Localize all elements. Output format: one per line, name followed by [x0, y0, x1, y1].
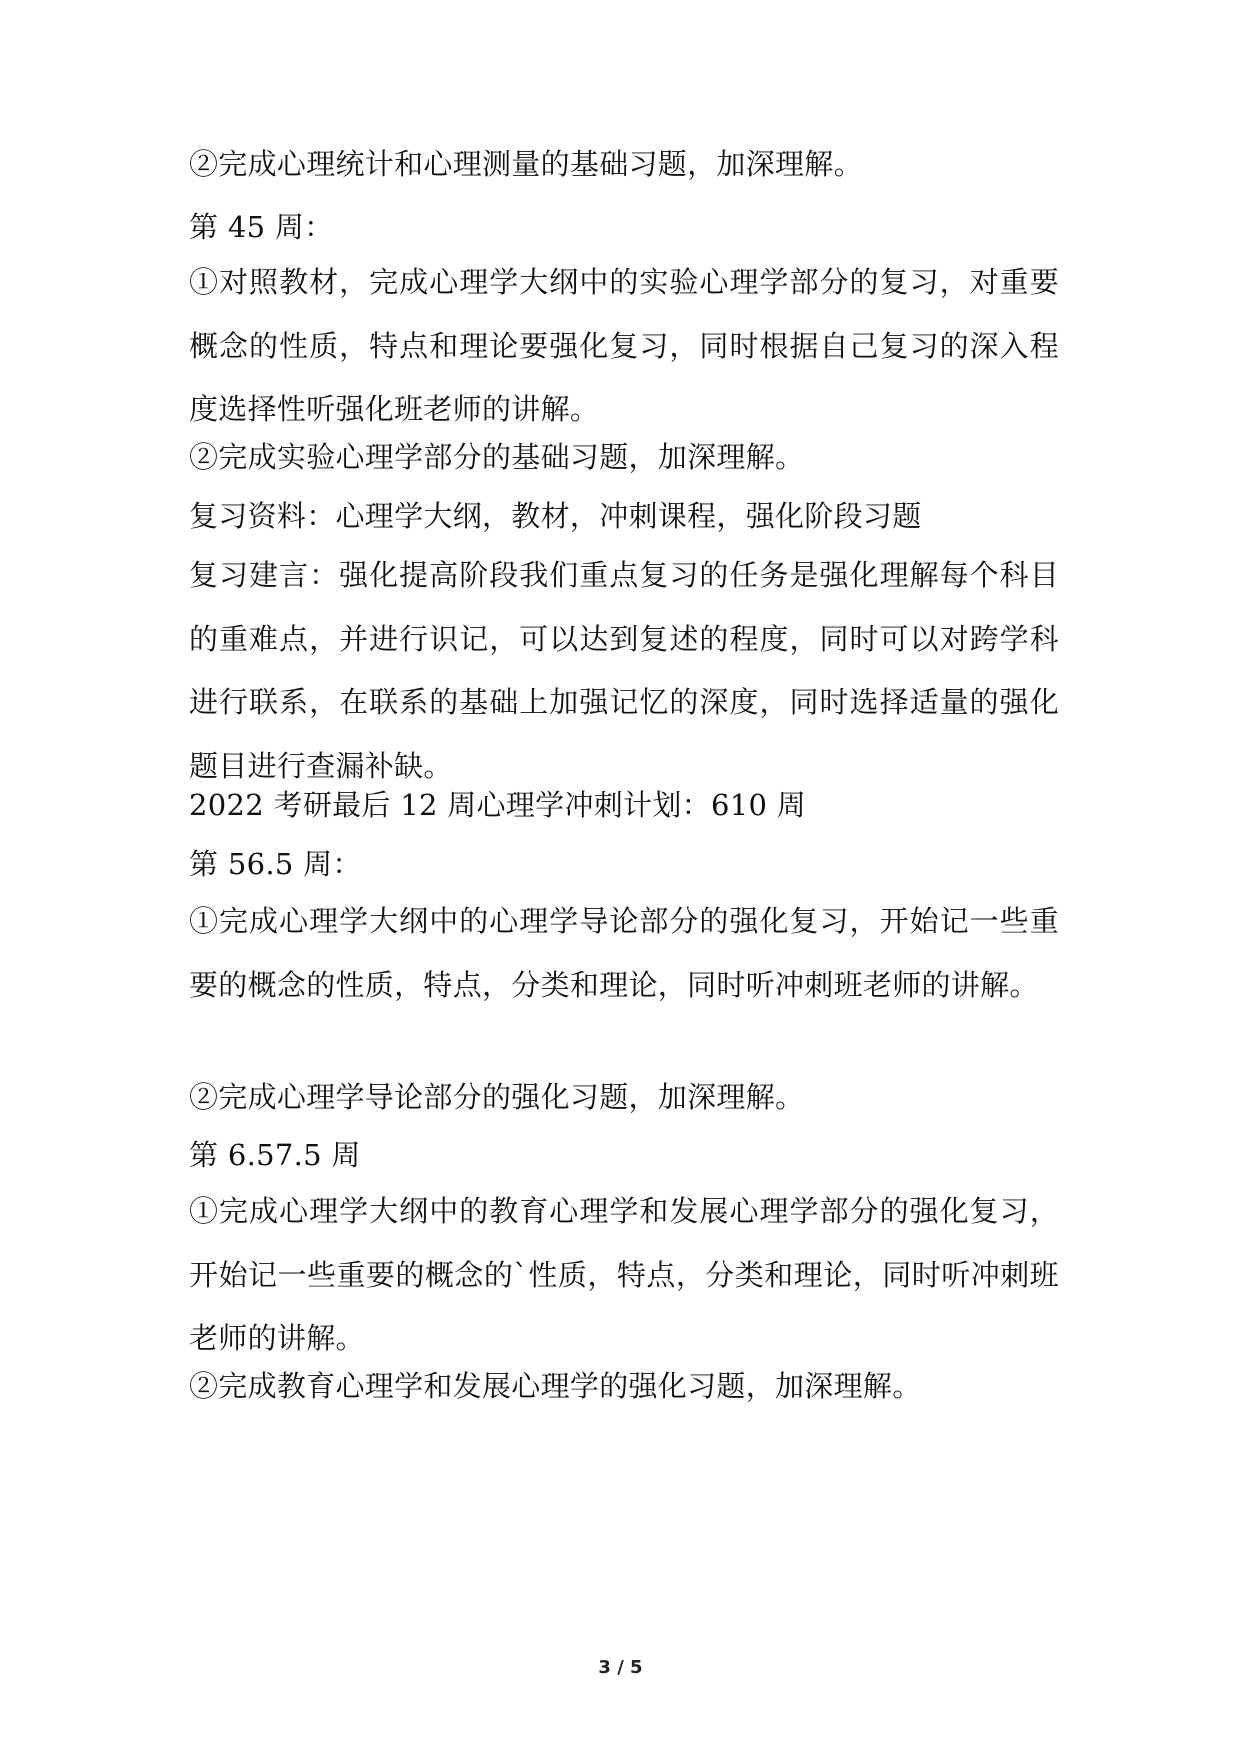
paragraph-experimental-exercises: ②完成实验心理学部分的基础习题，加深理解。 — [189, 440, 805, 474]
paragraph-intro-review: ①完成心理学大纲中的心理学导论部分的强化复习，开始记一些重要的概念的性质，特点，分类和理论，同时听冲刺班老师的讲解。 — [189, 904, 1059, 1002]
paragraph-review-advice: 复习建言：强化提高阶段我们重点复习的任务是强化理解每个科目的重难点，并进行识记，可以达到复述的程度，同时可以对跨学科进行联系，在联系的基础上加强记忆的深度，同时选择适量的强化题目进行查漏补缺。 — [189, 558, 1059, 783]
heading-week-56-5: 第 56.5 周： — [189, 847, 362, 881]
paragraph-review-materials: 复习资料：心理学大纲，教材，冲刺课程，强化阶段习题 — [189, 499, 922, 533]
heading-week-6-57-5: 第 6.57.5 周 — [189, 1138, 361, 1172]
paragraph-education-development-review: ①完成心理学大纲中的教育心理学和发展心理学部分的强化复习，开始记一些重要的概念的`性质，特点，分类和理论，同时听冲刺班老师的讲解。 — [189, 1194, 1059, 1355]
paragraph-intro-exercises: ②完成心理学导论部分的强化习题，加深理解。 — [189, 1080, 805, 1114]
paragraph-experimental-review: ①对照教材，完成心理学大纲中的实验心理学部分的复习，对重要概念的性质，特点和理论要强化复习，同时根据自己复习的深入程度选择性听强化班老师的讲解。 — [189, 265, 1059, 426]
heading-week-45: 第 45 周： — [189, 210, 334, 244]
page-number: 3 / 5 — [598, 1657, 643, 1678]
heading-sprint-plan: 2022 考研最后 12 周心理学冲刺计划：610 周 — [189, 788, 807, 822]
paragraph-stats-exercises: ②完成心理统计和心理测量的基础习题，加深理解。 — [189, 147, 863, 181]
paragraph-education-development-exercises: ②完成教育心理学和发展心理学的强化习题，加深理解。 — [189, 1369, 922, 1403]
